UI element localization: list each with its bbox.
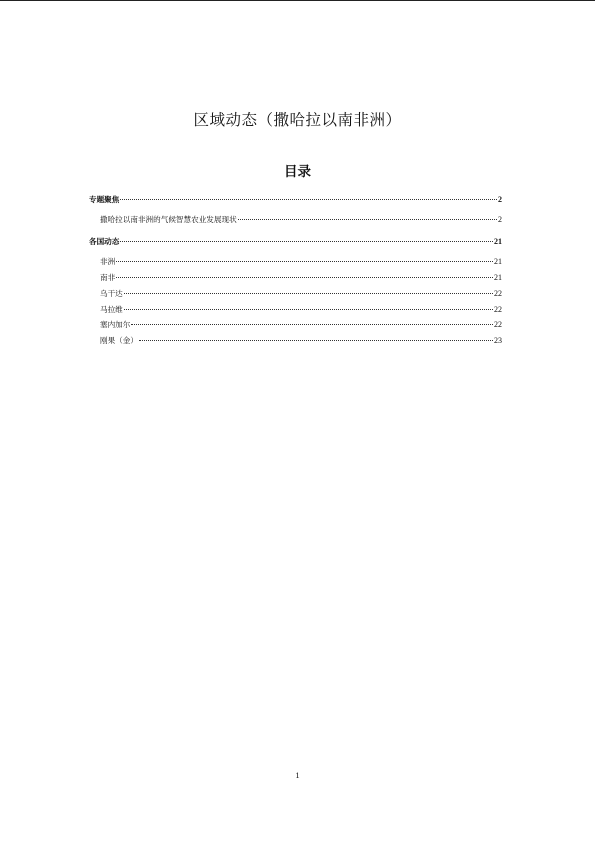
toc-leader-dots xyxy=(124,293,493,294)
toc-entry-special-focus[interactable] xyxy=(89,195,502,205)
toc-entry-uganda[interactable] xyxy=(100,289,502,299)
toc-leader-dots xyxy=(238,219,497,220)
toc-entry-africa[interactable] xyxy=(100,257,502,267)
toc-entry-page: 21 xyxy=(494,257,502,266)
toc-entry-label: 专题聚焦 xyxy=(89,195,120,204)
toc-leader-dots xyxy=(120,241,493,242)
toc-entry-label: 刚果（金） xyxy=(100,336,138,345)
toc-entry-page: 22 xyxy=(494,305,502,314)
toc-entry-label: 马拉维 xyxy=(100,305,123,314)
toc-leader-dots xyxy=(131,324,493,325)
toc-entry-page: 2 xyxy=(498,195,502,204)
toc-entry-page: 23 xyxy=(494,336,502,345)
toc-entry-page: 22 xyxy=(494,289,502,298)
toc-entry-senegal[interactable] xyxy=(100,320,502,330)
toc-entry-page: 2 xyxy=(498,215,502,224)
toc-entry-congo-kinshasa[interactable] xyxy=(100,336,502,346)
page-number: 1 xyxy=(295,770,300,780)
toc-entry-page: 21 xyxy=(494,273,502,282)
toc-entry-climate-smart-agriculture[interactable] xyxy=(100,215,502,225)
toc-entry-country-news[interactable] xyxy=(89,237,502,247)
toc-entry-malawi[interactable] xyxy=(100,305,502,315)
toc-entry-label: 非洲 xyxy=(100,257,116,266)
toc-leader-dots xyxy=(116,277,493,278)
toc-entry-south-africa[interactable] xyxy=(100,273,502,283)
toc-leader-dots xyxy=(116,261,493,262)
toc-entry-page: 22 xyxy=(494,320,502,329)
document-title: 区域动态（撒哈拉以南非洲） xyxy=(193,111,402,129)
toc-leader-dots xyxy=(124,309,493,310)
toc-entry-label: 撒哈拉以南非洲的气候智慧农业发展现状 xyxy=(100,215,237,224)
toc-entry-label: 塞内加尔 xyxy=(100,320,131,329)
toc-heading: 目录 xyxy=(284,164,311,180)
toc-entry-label: 各国动态 xyxy=(89,237,120,246)
toc-leader-dots xyxy=(120,199,497,200)
toc-entry-page: 21 xyxy=(494,237,502,246)
toc-leader-dots xyxy=(139,340,493,341)
toc-entry-label: 南非 xyxy=(100,273,116,282)
toc-entry-label: 乌干达 xyxy=(100,289,123,298)
